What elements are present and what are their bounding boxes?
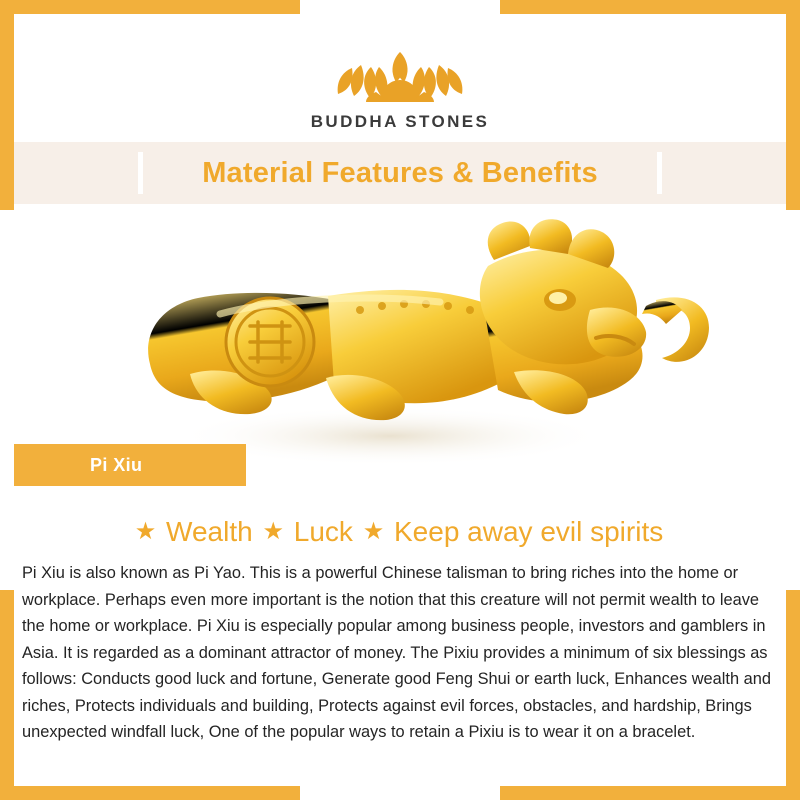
star-icon-3: ★ [362,518,385,545]
brand-name: BUDDHA STONES [310,112,490,131]
page-title: Material Features & Benefits [202,156,598,189]
description-text: Pi Xiu is also known as Pi Yao. This is a powerful Chinese talisman to bring riches into the home or workplace. Perhaps even more important is the notion that this creature will not permit wealth to leave the home or workplace. Pi Xiu is especially popular among business people, investors and gamblers in Asia. It is regarded as a dominant attractor of money. The Pixiu provides a minimum of six blessings as follows: Conducts good luck and fortune, Generate good Feng Shui or earth luck, Enhances wealth and riches, Protects individuals and building, Protects against evil forces, obstacles, and hardship, Brings unexpected windfall luck, One of the popular ways to retain a Pixiu is to wear it on a bracelet. [22,564,771,741]
star-icon-2: ★ [262,518,284,545]
star-icon-1: ★ [134,518,157,545]
benefit-luck: Luck [293,516,353,547]
product-caption-text: Pi Xiu [90,454,143,475]
benefit-wealth: Wealth [166,516,253,547]
corner-frame-top-right-vertical [786,0,800,210]
corner-frame-bottom-left-horizontal [0,786,300,800]
corner-frame-top-left-vertical [0,0,14,210]
corner-frame-bottom-right-horizontal [500,786,800,800]
corner-frame-top-right-horizontal [500,0,800,14]
corner-frame-top-left-horizontal [0,0,300,14]
title-divider-right [657,152,662,194]
brand-header [14,14,786,142]
corner-frame-bottom-right-vertical [786,590,800,800]
title-divider-left [138,152,143,194]
benefits-headline [0,516,800,548]
benefit-evil-spirits: Keep away evil spirits [394,516,664,547]
section-title-band [14,142,786,204]
product-caption-label [14,444,246,486]
corner-frame-bottom-left-vertical [0,590,14,800]
lotus-meditation-icon [320,32,480,110]
